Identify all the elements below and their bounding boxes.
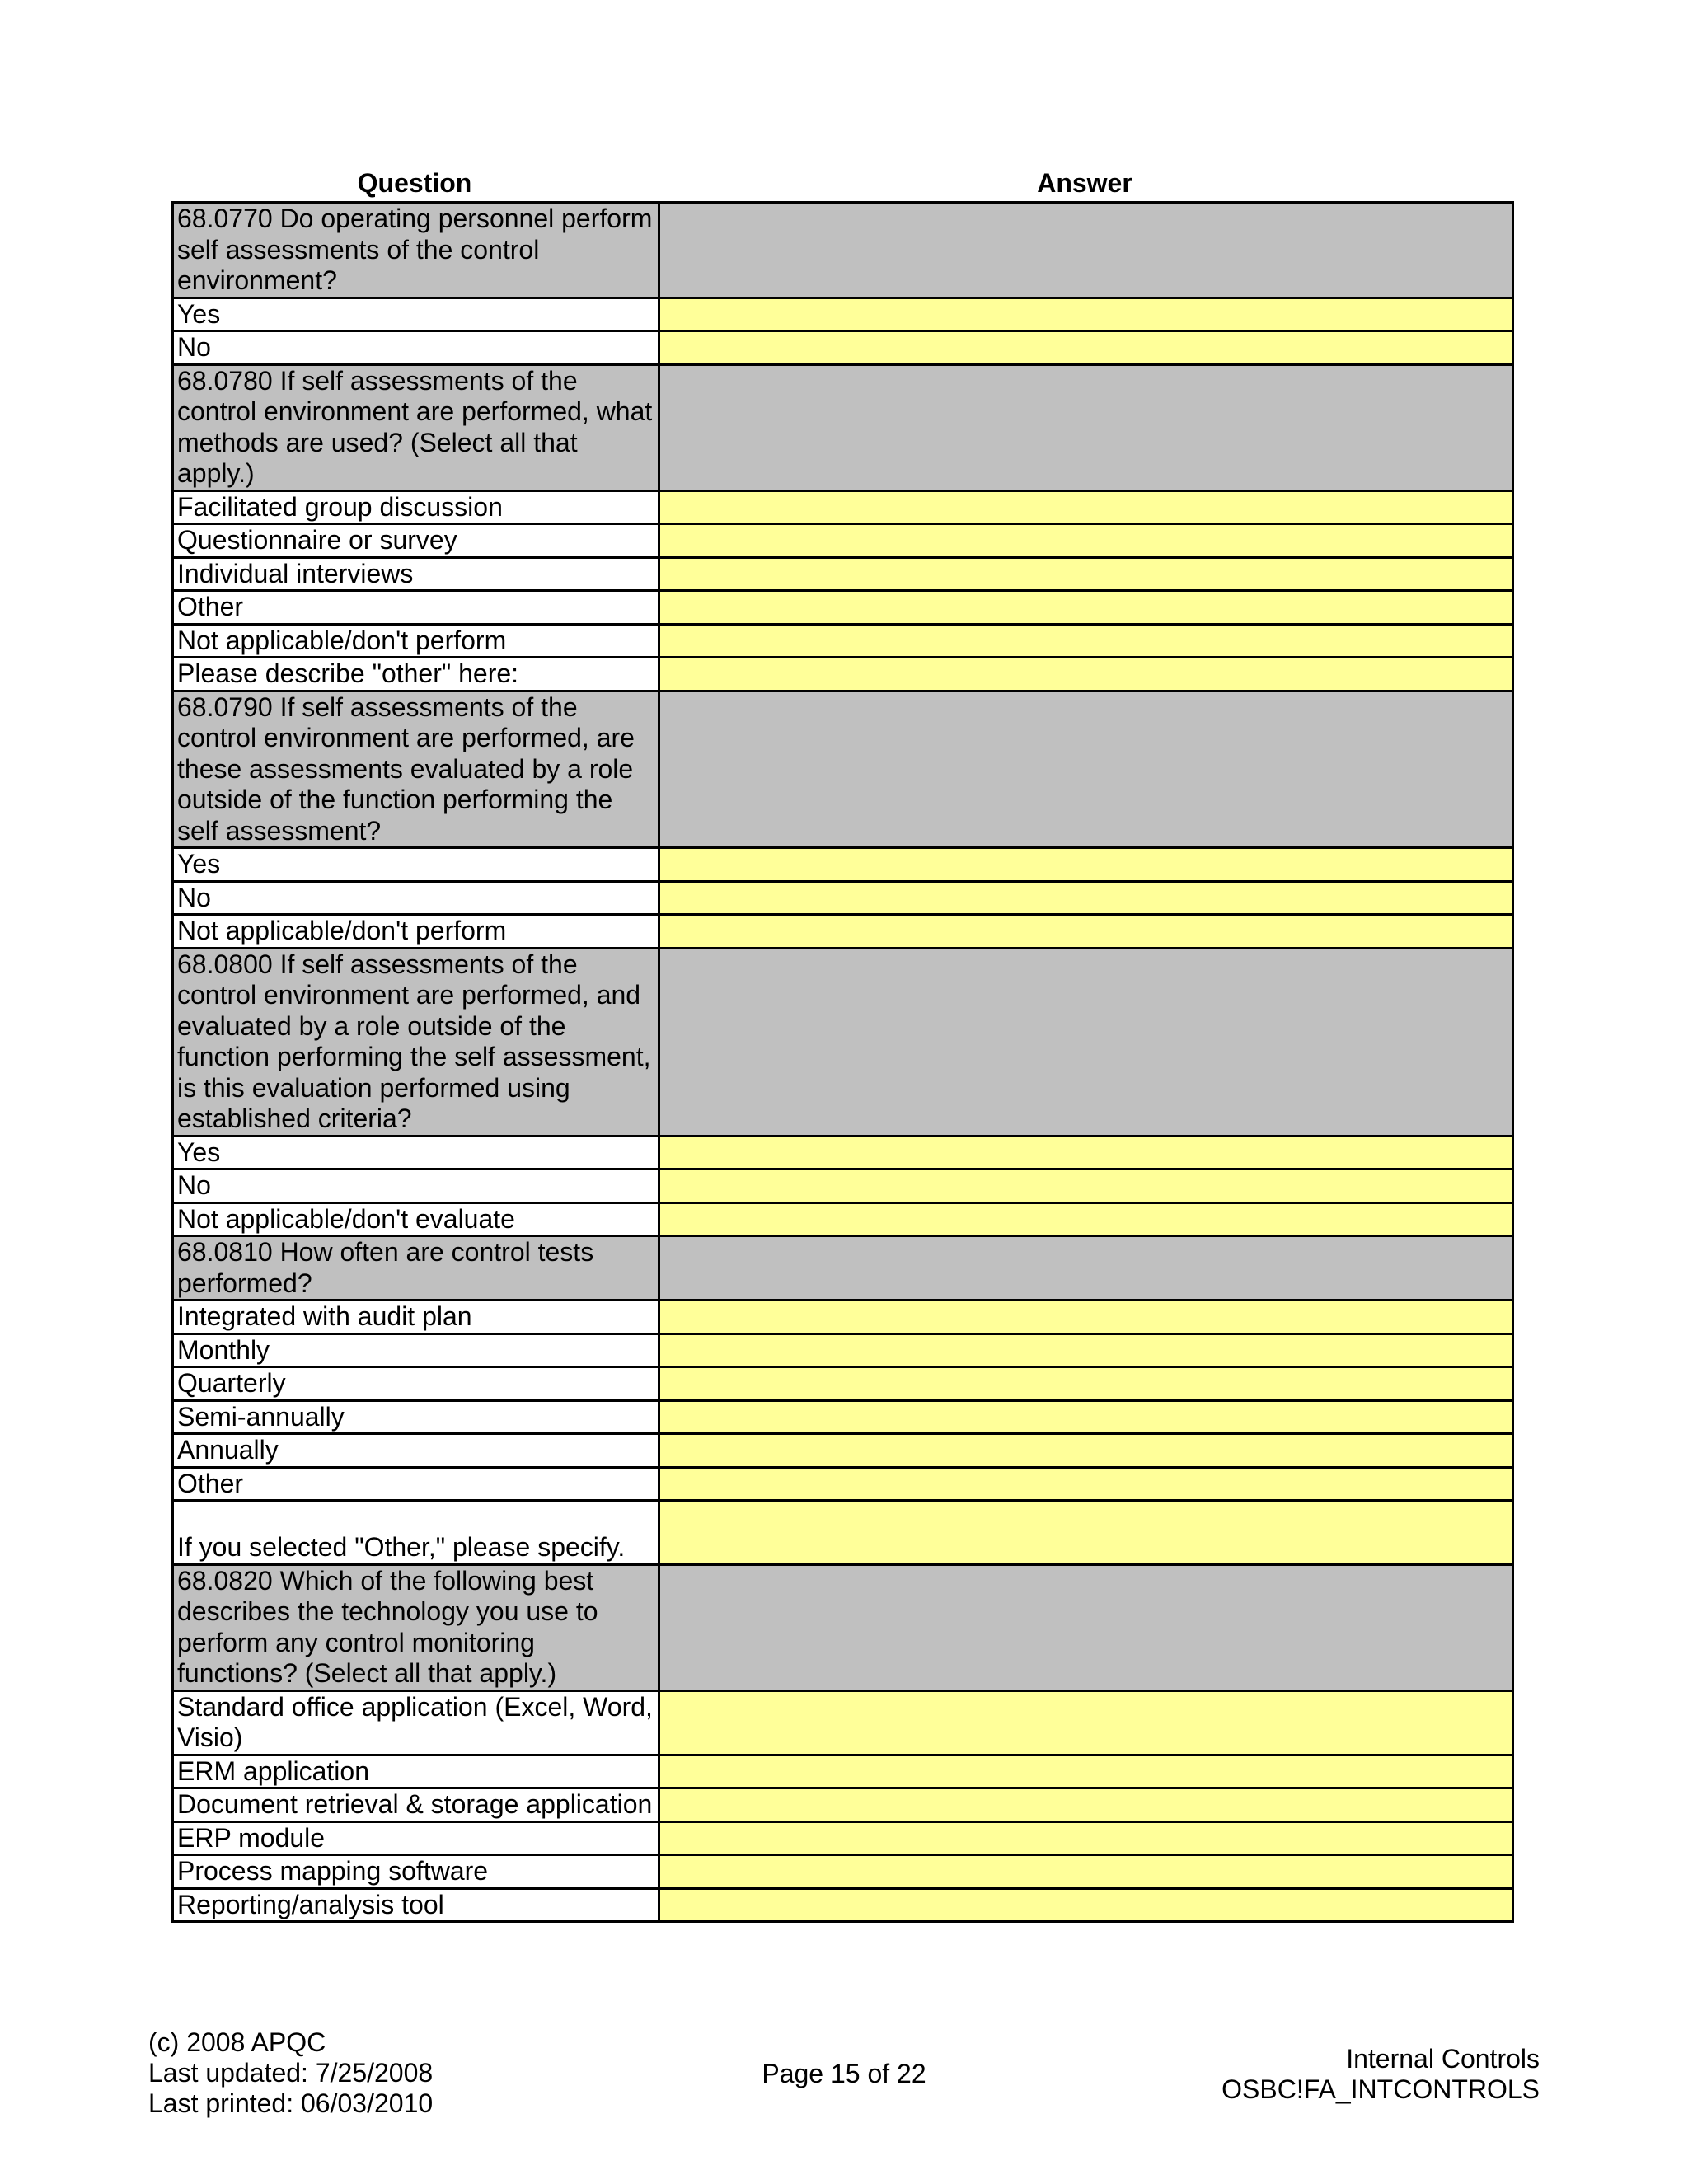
option-row [173, 1169, 1513, 1203]
answer-input-cell[interactable] [659, 557, 1513, 591]
question-row [173, 948, 1513, 1136]
copyright-text: (c) 2008 APQC [148, 2027, 326, 2057]
option-label-cell: Other [173, 1467, 659, 1501]
option-label-cell: No [173, 881, 659, 915]
option-row [173, 881, 1513, 915]
option-label-cell: ERM application [173, 1755, 659, 1788]
question-answer-cell [659, 203, 1513, 298]
option-row [173, 490, 1513, 524]
answer-input-cell[interactable] [659, 915, 1513, 949]
option-row [173, 1690, 1513, 1755]
option-label-cell: No [173, 331, 659, 365]
question-answer-cell [659, 1564, 1513, 1690]
option-row [173, 1501, 1513, 1565]
question-answer-cell [659, 948, 1513, 1136]
option-label-cell: Integrated with audit plan [173, 1301, 659, 1334]
answer-input-cell[interactable] [659, 1301, 1513, 1334]
option-row [173, 1301, 1513, 1334]
option-label-cell: Yes [173, 1136, 659, 1169]
answer-input-cell[interactable] [659, 298, 1513, 331]
answer-input-cell[interactable] [659, 1788, 1513, 1822]
question-text-cell: 68.0790 If self assessments of the control environment are performed, are these assessments evaluated by a role outside of the function performing the self assessment? [173, 691, 659, 848]
option-row [173, 1888, 1513, 1922]
footer-right [1221, 2044, 1540, 2105]
option-label-cell: Please describe "other" here: [173, 658, 659, 691]
answer-input-cell[interactable] [659, 1169, 1513, 1203]
option-label-cell: Quarterly [173, 1367, 659, 1401]
answer-input-cell[interactable] [659, 490, 1513, 524]
option-label-cell: Document retrieval & storage application [173, 1788, 659, 1822]
option-label-cell: Not applicable/don't perform [173, 915, 659, 949]
option-row [173, 1434, 1513, 1468]
option-label-cell: Not applicable/don't evaluate [173, 1202, 659, 1236]
answer-input-cell[interactable] [659, 848, 1513, 882]
option-label-cell: Yes [173, 848, 659, 882]
option-label-cell: Other [173, 591, 659, 625]
answer-input-cell[interactable] [659, 1855, 1513, 1889]
option-label-cell: If you selected "Other," please specify. [173, 1501, 659, 1565]
question-row [173, 1236, 1513, 1301]
question-answer-cell [659, 364, 1513, 490]
option-row [173, 915, 1513, 949]
question-text-cell: 68.0780 If self assessments of the control environment are performed, what methods are used? (Select all that apply.) [173, 364, 659, 490]
question-text-cell: 68.0820 Which of the following best describes the technology you use to perform any control monitoring functions? (Select all that apply.) [173, 1564, 659, 1690]
option-row [173, 1136, 1513, 1169]
option-row [173, 557, 1513, 591]
answer-input-cell[interactable] [659, 1888, 1513, 1922]
option-row [173, 1400, 1513, 1434]
option-row [173, 1333, 1513, 1367]
option-row [173, 524, 1513, 558]
answer-input-cell[interactable] [659, 1755, 1513, 1788]
option-row [173, 1855, 1513, 1889]
question-answer-cell [659, 1236, 1513, 1301]
option-label-cell: Individual interviews [173, 557, 659, 591]
answer-input-cell[interactable] [659, 591, 1513, 625]
answer-input-cell[interactable] [659, 331, 1513, 365]
answer-input-cell[interactable] [659, 1136, 1513, 1169]
answer-input-cell[interactable] [659, 881, 1513, 915]
option-label-cell: ERP module [173, 1821, 659, 1855]
question-text-cell: 68.0800 If self assessments of the control environment are performed, and evaluated by a role outside of the function performing the self assessment, is this evaluation performed using established criteria? [173, 948, 659, 1136]
last-updated-text: Last updated: 7/25/2008 [148, 2058, 434, 2088]
option-label-cell: Reporting/analysis tool [173, 1888, 659, 1922]
answer-input-cell[interactable] [659, 1367, 1513, 1401]
option-label-cell: Monthly [173, 1333, 659, 1367]
option-row [173, 1755, 1513, 1788]
option-row [173, 624, 1513, 658]
question-row [173, 691, 1513, 848]
answer-column-header: Answer [1037, 168, 1132, 198]
sheet-title-text: Internal Controls [1346, 2044, 1540, 2074]
option-row [173, 331, 1513, 365]
answer-input-cell[interactable] [659, 1202, 1513, 1236]
question-row [173, 203, 1513, 298]
answer-input-cell[interactable] [659, 1501, 1513, 1565]
option-label-cell: Annually [173, 1434, 659, 1468]
question-text-cell: 68.0770 Do operating personnel perform self assessments of the control environment? [173, 203, 659, 298]
option-label-cell: Facilitated group discussion [173, 490, 659, 524]
sheet-ref-text: OSBC!FA_INTCONTROLS [1221, 2074, 1540, 2104]
page-number-text: Page 15 of 22 [762, 2059, 926, 2088]
table-header [171, 165, 1512, 201]
survey-sheet [171, 165, 1512, 1923]
answer-input-cell[interactable] [659, 624, 1513, 658]
answer-input-cell[interactable] [659, 524, 1513, 558]
question-row [173, 364, 1513, 490]
option-row [173, 1467, 1513, 1501]
option-label-cell: Yes [173, 298, 659, 331]
option-label-cell: Questionnaire or survey [173, 524, 659, 558]
option-row [173, 298, 1513, 331]
option-label-cell: Standard office application (Excel, Word, Visio) [173, 1690, 659, 1755]
answer-input-cell[interactable] [659, 1690, 1513, 1755]
question-text-cell: 68.0810 How often are control tests performed? [173, 1236, 659, 1301]
option-row [173, 1788, 1513, 1822]
answer-input-cell[interactable] [659, 1821, 1513, 1855]
question-column-header: Question [357, 168, 472, 198]
option-row [173, 1202, 1513, 1236]
question-row [173, 1564, 1513, 1690]
option-row [173, 848, 1513, 882]
option-label-cell: Semi-annually [173, 1400, 659, 1434]
answer-input-cell[interactable] [659, 1434, 1513, 1468]
option-label-cell: Process mapping software [173, 1855, 659, 1889]
survey-table [171, 201, 1514, 1923]
option-label-cell: Not applicable/don't perform [173, 624, 659, 658]
question-answer-cell [659, 691, 1513, 848]
answer-input-cell[interactable] [659, 658, 1513, 691]
answer-input-cell[interactable] [659, 1333, 1513, 1367]
answer-input-cell[interactable] [659, 1400, 1513, 1434]
option-row [173, 658, 1513, 691]
option-row [173, 591, 1513, 625]
option-row [173, 1821, 1513, 1855]
last-printed-text: Last printed: 06/03/2010 [148, 2088, 434, 2118]
answer-input-cell[interactable] [659, 1467, 1513, 1501]
option-row [173, 1367, 1513, 1401]
option-label-cell: No [173, 1169, 659, 1203]
